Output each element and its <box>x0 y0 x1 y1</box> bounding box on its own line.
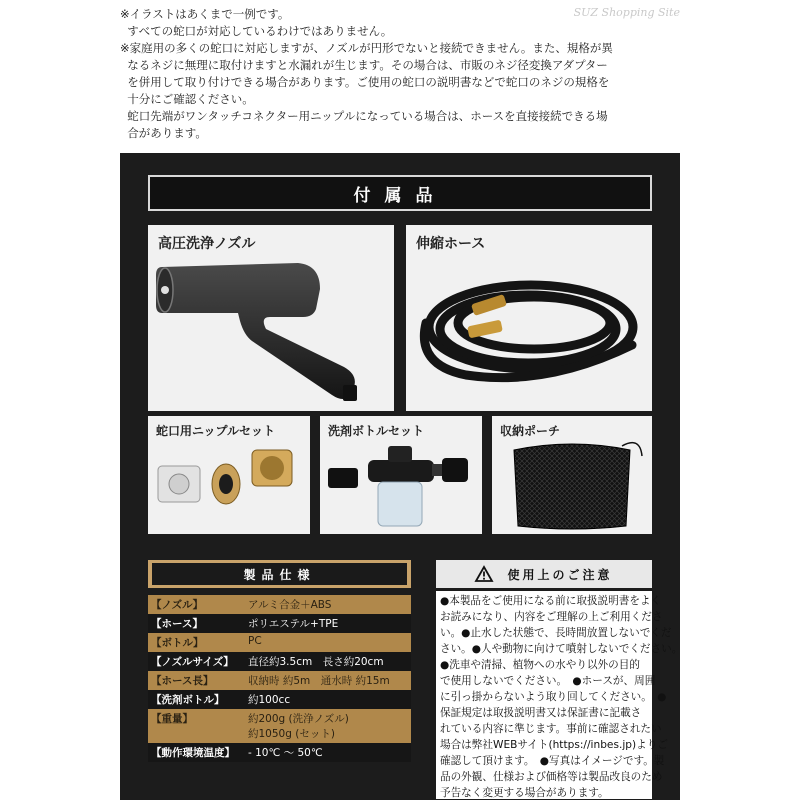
spec-key: 【ホース】 <box>148 614 244 633</box>
spec-key: 【ノズル】 <box>148 595 244 614</box>
watermark: SUZ Shopping Site <box>573 6 680 19</box>
caution-line: ●洗車や清掃、植物への水やり以外の目的 <box>440 659 640 671</box>
caution-line: 確認して頂けます。 ●写真はイメージです。製 <box>440 755 665 767</box>
caution-line: 品の外観、仕様および価格等は製品改良のため <box>440 771 663 783</box>
accessory-card-pouch <box>492 416 652 534</box>
caution-line: に引っ掛からないよう取り回してください。 ● <box>440 691 667 703</box>
caution-header <box>436 560 652 588</box>
accessory-label-nozzle: 高圧洗浄ノズル <box>158 236 256 252</box>
spec-row <box>148 595 411 614</box>
spec-key: 【重量】 <box>148 709 244 743</box>
spec-key: 【ボトル】 <box>148 633 244 652</box>
spec-key: 【洗剤ボトル】 <box>148 690 244 709</box>
spec-value: ポリエステル+TPE <box>244 614 411 633</box>
spec-row <box>148 633 411 652</box>
spec-key: 【ノズルサイズ】 <box>148 652 244 671</box>
accessory-card-nipple-set <box>148 416 310 534</box>
product-panel <box>120 153 683 800</box>
note-line: なるネジに無理に取付けますと水漏れが生じます。その場合は、市販のネジ径変換アダプター <box>120 58 608 72</box>
spec-key: 【動作環境温度】 <box>148 743 244 762</box>
caution-line: さい。●人や動物に向けて噴射しないでください。 <box>440 643 683 655</box>
caution-line: で使用しないでください。 ●ホースが、周囲 <box>440 675 656 687</box>
spec-value: 収納時 約5m 通水時 約15m <box>244 671 411 690</box>
spec-value: - 10℃ 〜 50℃ <box>244 743 411 762</box>
caution-line: 保証規定は取扱説明書又は保証書に記載さ <box>440 707 642 719</box>
caution-title: 使用上のご注意 <box>507 567 613 582</box>
note-line: すべての蛇口が対応しているわけではありません。 <box>120 24 393 38</box>
note-line: ※イラストはあくまで一例です。 <box>120 7 290 21</box>
spec-header <box>148 560 411 588</box>
accessory-label-hose: 伸縮ホース <box>416 236 486 252</box>
caution-body <box>436 591 683 799</box>
spec-value: 約200g (洗浄ノズル) 約1050g (セット) <box>244 709 411 743</box>
spec-row <box>148 671 411 690</box>
warning-triangle-icon <box>475 566 493 582</box>
note-line: 蛇口先端がワンタッチコネクター用ニップルになっている場合は、ホースを直接接続できる場 <box>120 109 608 123</box>
spec-value: 約100cc <box>244 690 411 709</box>
spec-row <box>148 652 411 671</box>
accessory-card-nozzle <box>148 225 394 411</box>
caution-line: 予告なく変更する場合があります。 <box>440 787 609 799</box>
accessories-title: 付属品 <box>148 175 652 211</box>
spec-value: アルミ合金＋ABS <box>244 595 411 614</box>
notes-section <box>120 6 680 142</box>
caution-line: ●本製品をご使用になる前に取扱説明書をよく <box>440 595 662 607</box>
spec-row <box>148 690 411 709</box>
accessory-label-nipple-set: 蛇口用ニップルセット <box>156 424 276 438</box>
note-line: 合があります。 <box>120 126 207 140</box>
spec-value: PC <box>244 633 411 652</box>
spec-key: 【ホース長】 <box>148 671 244 690</box>
spec-row <box>148 743 411 762</box>
spec-value: 直径約3.5cm 長さ約20cm <box>244 652 411 671</box>
caution-line: れている内容に準じます。事前に確認されたい <box>440 723 662 735</box>
caution-line: い。●止水した状態で、長時間放置しないでくだ <box>440 627 672 639</box>
spec-title: 製品仕様 <box>152 563 407 585</box>
caution-line: お読みになり、内容をご理解の上ご利用くださ <box>440 611 663 623</box>
note-line: 十分にご確認ください。 <box>120 92 254 106</box>
caution-line: 場合は弊社WEBサイト(https://inbes.jp)よりご <box>440 739 668 751</box>
spec-table <box>148 595 411 762</box>
spec-row <box>148 614 411 633</box>
accessory-card-bottle-set <box>320 416 482 534</box>
accessory-label-bottle-set: 洗剤ボトルセット <box>328 424 425 438</box>
note-line: を併用して取り付けできる場合があります。ご使用の蛇口の説明書などで蛇口のネジの規格を <box>120 75 610 89</box>
note-line: ※家庭用の多くの蛇口に対応しますが、ノズルが円形でないと接続できません。また、規格が異 <box>120 41 613 55</box>
spec-row <box>148 709 411 743</box>
accessory-label-pouch: 収納ポーチ <box>500 424 561 438</box>
accessory-card-hose <box>406 225 652 411</box>
